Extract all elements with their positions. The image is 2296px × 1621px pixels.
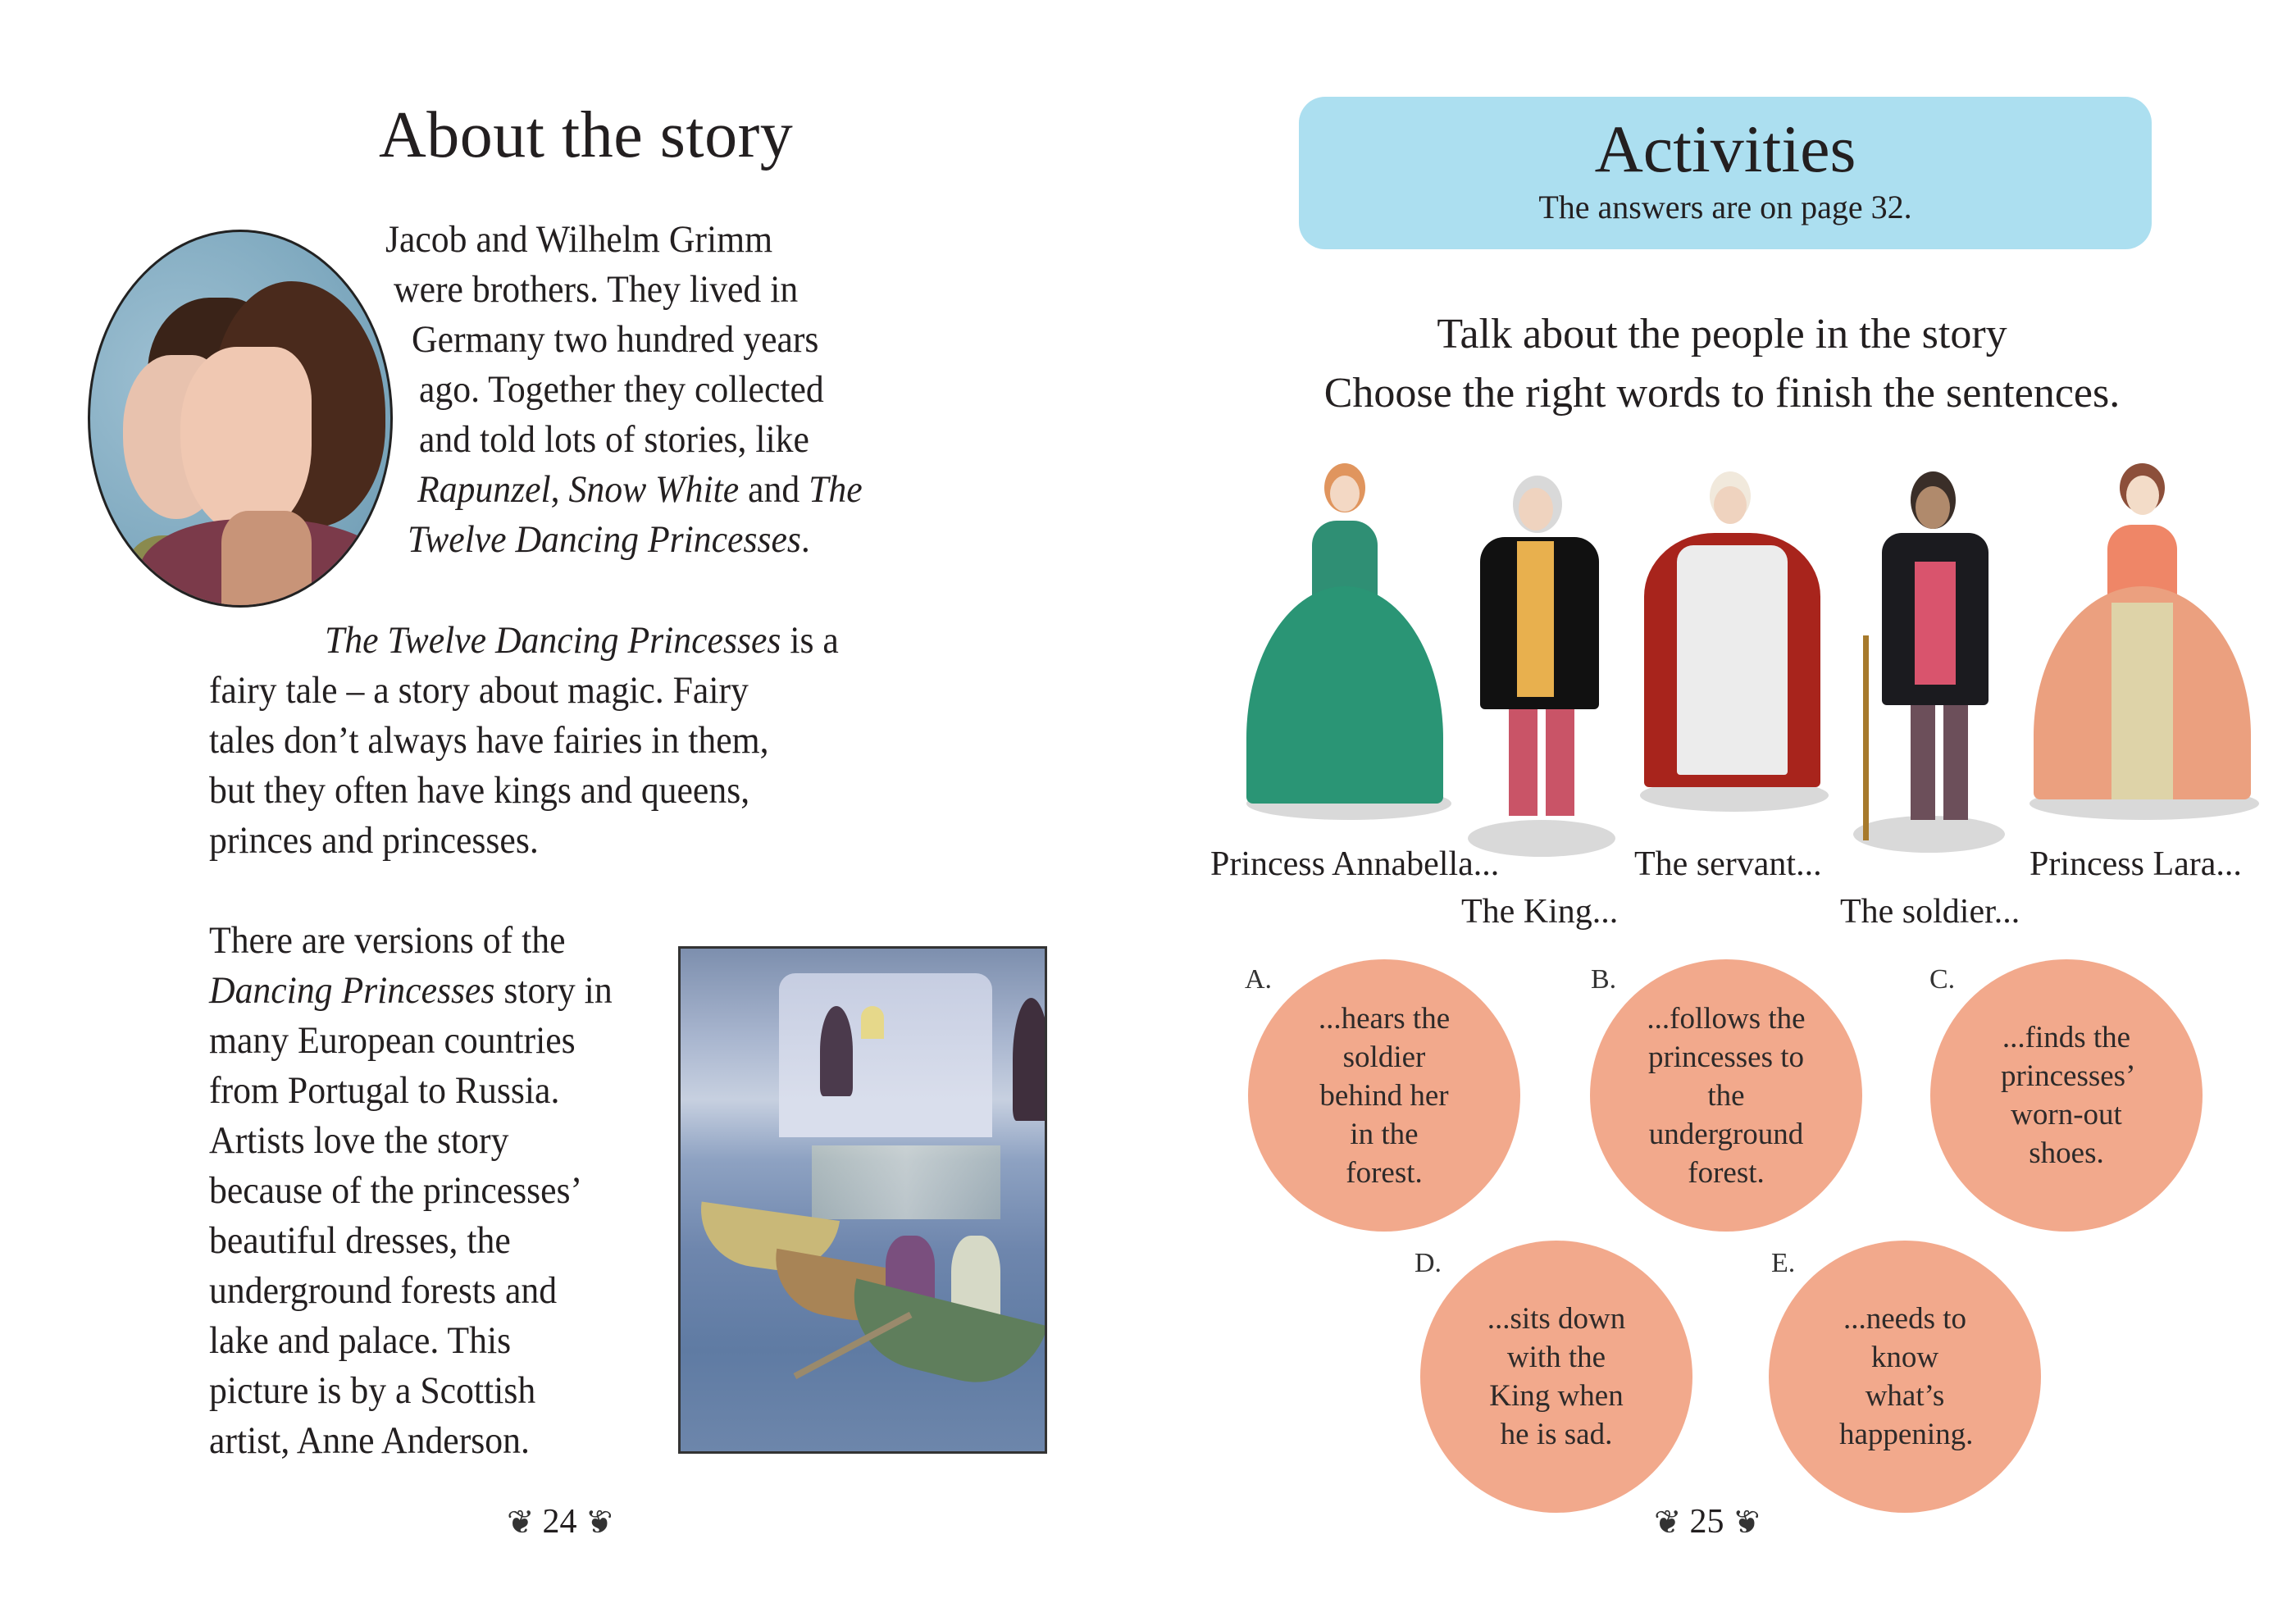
flourish-right-icon: ❦ xyxy=(585,1503,613,1541)
title-rapunzel: Rapunzel xyxy=(417,468,551,511)
versions-line xyxy=(209,966,613,1016)
text: . xyxy=(800,518,810,561)
intro-line: were brothers. They lived in xyxy=(394,268,799,311)
answer-text-a: ...hears the soldier behind her in the forest. xyxy=(1318,1001,1451,1190)
page-number xyxy=(1654,1502,1760,1541)
title-twelve-dancing-princesses: Twelve Dancing Princesses xyxy=(408,518,801,561)
section-title: Talk about the people in the story xyxy=(1437,311,2007,357)
flourish-left-icon: ❦ xyxy=(507,1503,535,1541)
versions-line: beautiful dresses, the xyxy=(209,1219,511,1262)
anne-anderson-painting xyxy=(678,946,1047,1454)
text: story in xyxy=(494,969,613,1012)
answer-text-d: ...sits down with the King when he is sad. xyxy=(1487,1302,1626,1451)
fairy-tale-line: fairy tale – a story about magic. Fairy xyxy=(209,669,749,712)
text: is a xyxy=(781,619,839,662)
versions-line: underground forests and xyxy=(209,1269,558,1312)
intro-line xyxy=(408,515,810,565)
page-number-value: 25 xyxy=(1689,1503,1724,1541)
answers-note: The answers are on page 32. xyxy=(1538,189,1912,225)
character-king xyxy=(1460,476,1624,861)
answer-letter-d: D. xyxy=(1414,1248,1442,1278)
intro-line: and told lots of stories, like xyxy=(419,418,809,461)
answer-text-b: ...follows the princesses to the underground forest. xyxy=(1647,1001,1806,1190)
character-soldier xyxy=(1845,471,2009,857)
versions-line: Artists love the story xyxy=(209,1119,509,1162)
intro-line: Germany two hundred years xyxy=(412,318,819,361)
versions-line: lake and palace. This xyxy=(209,1319,512,1362)
page-number xyxy=(507,1502,613,1541)
character-label-servant: The servant... xyxy=(1634,845,1822,883)
grimm-brothers-portrait xyxy=(88,230,393,608)
versions-line: from Portugal to Russia. xyxy=(209,1069,560,1112)
flourish-right-icon: ❦ xyxy=(1732,1503,1761,1541)
versions-line: many European countries xyxy=(209,1019,576,1062)
flourish-left-icon: ❦ xyxy=(1654,1503,1682,1541)
fairy-tale-line: princes and princesses. xyxy=(209,819,539,862)
versions-line: because of the princesses’ xyxy=(209,1169,583,1212)
answer-letter-a: A. xyxy=(1245,964,1273,995)
activities-title: Activities xyxy=(1594,112,1856,186)
answer-option-d[interactable] xyxy=(1420,1241,1692,1513)
title-dancing-princesses: Dancing Princesses xyxy=(209,969,495,1012)
intro-line: Jacob and Wilhelm Grimm xyxy=(385,218,773,261)
answer-text-c: ...finds the princesses’ worn-out shoes. xyxy=(2001,1021,2136,1170)
answer-option-b[interactable] xyxy=(1590,959,1862,1232)
activities-header xyxy=(1299,97,2152,249)
answer-letter-b: B. xyxy=(1591,964,1617,995)
versions-line: artist, Anne Anderson. xyxy=(209,1419,530,1462)
intro-line: ago. Together they collected xyxy=(419,368,824,411)
answer-letter-c: C. xyxy=(1929,964,1956,995)
page-title: About the story xyxy=(379,99,794,171)
title-the: The xyxy=(809,468,863,511)
instruction-text: Choose the right words to finish the sentences. xyxy=(1323,370,2121,417)
character-princess-lara xyxy=(2021,463,2259,824)
text: , xyxy=(550,468,569,511)
character-princess-annabella xyxy=(1230,463,1460,824)
fairy-tale-line: but they often have kings and queens, xyxy=(209,769,750,812)
character-label-soldier: The soldier... xyxy=(1840,893,2020,931)
character-label-princess-annabella: Princess Annabella... xyxy=(1210,845,1500,883)
character-label-king: The King... xyxy=(1461,893,1619,931)
answer-option-a[interactable] xyxy=(1248,959,1520,1232)
answer-option-c[interactable] xyxy=(1930,959,2203,1232)
intro-line xyxy=(417,465,863,515)
answer-text-e: ...needs to know what’s happening. xyxy=(1839,1302,1974,1451)
title-snow-white: Snow White xyxy=(568,468,740,511)
fairy-tale-line xyxy=(325,616,839,666)
fairy-tale-line: tales don’t always have fairies in them, xyxy=(209,719,769,762)
title-twelve-dancing-princesses: The Twelve Dancing Princesses xyxy=(325,619,781,662)
character-label-princess-lara: Princess Lara... xyxy=(2029,845,2242,883)
versions-line: There are versions of the xyxy=(209,919,566,962)
page-number-value: 24 xyxy=(542,1503,577,1541)
text: and xyxy=(739,468,809,511)
character-servant xyxy=(1632,471,1833,816)
answer-letter-e: E. xyxy=(1771,1248,1796,1278)
answer-option-e[interactable] xyxy=(1769,1241,2041,1513)
versions-line: picture is by a Scottish xyxy=(209,1369,536,1412)
